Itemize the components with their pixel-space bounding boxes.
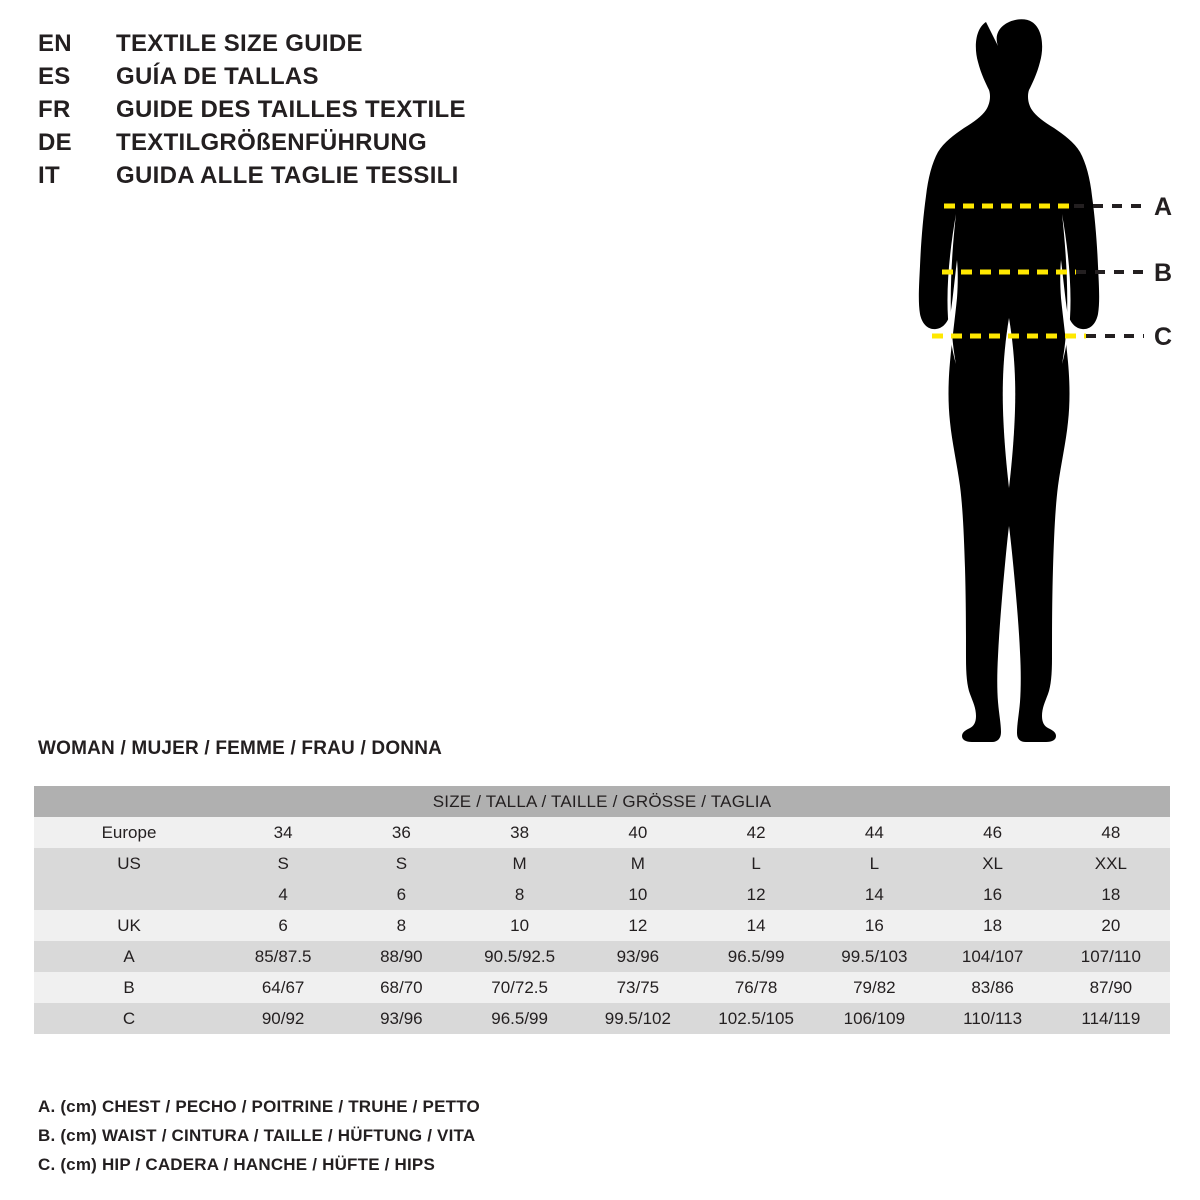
table-cell: 46 [934,817,1052,848]
title-text-en: TEXTILE SIZE GUIDE [116,30,363,57]
table-cell: 104/107 [934,941,1052,972]
title-row-en [38,30,738,63]
hip-callout-letter: C [1154,323,1173,351]
title-lang-fr: FR [38,96,71,123]
table-row [34,941,1170,972]
table-cell: S [342,848,460,879]
table-cell: 10 [461,910,579,941]
table-cell: 4 [224,879,342,910]
table-cell: 110/113 [934,1003,1052,1034]
table-cell: 6 [342,879,460,910]
table-cell: 96.5/99 [461,1003,579,1034]
table-row [34,1003,1170,1034]
note-waist: B. (cm) WAIST / CINTURA / TAILLE / HÜFTUNG / VITA [38,1126,476,1145]
title-lang-de: DE [38,129,72,156]
table-cell: S [224,848,342,879]
waist-callout-letter: B [1154,259,1173,287]
table-row [34,972,1170,1003]
title-row-fr [38,96,738,129]
table-cell: M [579,848,697,879]
table-cell: 87/90 [1052,972,1170,1003]
row-label [34,879,224,910]
chest-callout-letter: A [1154,193,1173,221]
group-label: WOMAN / MUJER / FEMME / FRAU / DONNA [38,738,443,759]
table-cell: 68/70 [342,972,460,1003]
table-cell: L [815,848,933,879]
table-cell: 20 [1052,910,1170,941]
title-text-es: GUÍA DE TALLAS [116,63,319,90]
measurement-notes [38,1092,798,1179]
table-row [34,848,1170,879]
table-header-cell: SIZE / TALLA / TAILLE / GRÖSSE / TAGLIA [34,786,1170,817]
table-cell: 83/86 [934,972,1052,1003]
table-cell: 16 [815,910,933,941]
table-cell: 18 [1052,879,1170,910]
table-cell: XXL [1052,848,1170,879]
table-cell: 90.5/92.5 [461,941,579,972]
table-cell: 79/82 [815,972,933,1003]
note-hip: C. (cm) HIP / CADERA / HANCHE / HÜFTE / HIPS [38,1155,436,1174]
row-label: Europe [34,817,224,848]
table-cell: 16 [934,879,1052,910]
table-cell: M [461,848,579,879]
table-header-row [34,786,1170,817]
table-cell: 42 [697,817,815,848]
table-cell: 44 [815,817,933,848]
row-label: C [34,1003,224,1034]
size-table [34,786,1170,1034]
table-cell: 90/92 [224,1003,342,1034]
table-cell: 114/119 [1052,1003,1170,1034]
table-cell: 73/75 [579,972,697,1003]
table-cell: 85/87.5 [224,941,342,972]
table-cell: 102.5/105 [697,1003,815,1034]
table-cell: 6 [224,910,342,941]
title-lang-it: IT [38,162,60,189]
table-cell: XL [934,848,1052,879]
table-cell: 14 [697,910,815,941]
table-cell: 8 [342,910,460,941]
row-label: B [34,972,224,1003]
title-row-es [38,63,738,96]
table-cell: 8 [461,879,579,910]
table-cell: 106/109 [815,1003,933,1034]
title-text-it: GUIDA ALLE TAGLIE TESSILI [116,162,459,189]
table-cell: 93/96 [342,1003,460,1034]
size-table-wrap [34,786,1170,1034]
title-row-it [38,162,738,195]
table-cell: 96.5/99 [697,941,815,972]
table-cell: 36 [342,817,460,848]
table-cell: 38 [461,817,579,848]
table-cell: 70/72.5 [461,972,579,1003]
table-cell: 107/110 [1052,941,1170,972]
table-cell: 76/78 [697,972,815,1003]
table-row [34,817,1170,848]
title-text-de: TEXTILGRÖßENFÜHRUNG [116,129,428,156]
title-lang-en: EN [38,30,72,57]
table-cell: 99.5/103 [815,941,933,972]
measurement-figure [860,18,1190,748]
table-cell: 14 [815,879,933,910]
row-label: UK [34,910,224,941]
row-label: US [34,848,224,879]
table-cell: 93/96 [579,941,697,972]
title-lang-es: ES [38,63,71,90]
table-cell: 12 [579,910,697,941]
table-cell: 12 [697,879,815,910]
table-cell: 48 [1052,817,1170,848]
table-row [34,910,1170,941]
title-block [38,30,738,195]
table-cell: 10 [579,879,697,910]
table-cell: 64/67 [224,972,342,1003]
table-cell: 34 [224,817,342,848]
table-cell: 88/90 [342,941,460,972]
table-cell: 18 [934,910,1052,941]
title-text-fr: GUIDE DES TAILLES TEXTILE [116,96,466,123]
row-label: A [34,941,224,972]
note-chest: A. (cm) CHEST / PECHO / POITRINE / TRUHE / PETTO [38,1097,480,1116]
table-cell: 40 [579,817,697,848]
table-row [34,879,1170,910]
table-cell: L [697,848,815,879]
table-cell: 99.5/102 [579,1003,697,1034]
title-row-de [38,129,738,162]
